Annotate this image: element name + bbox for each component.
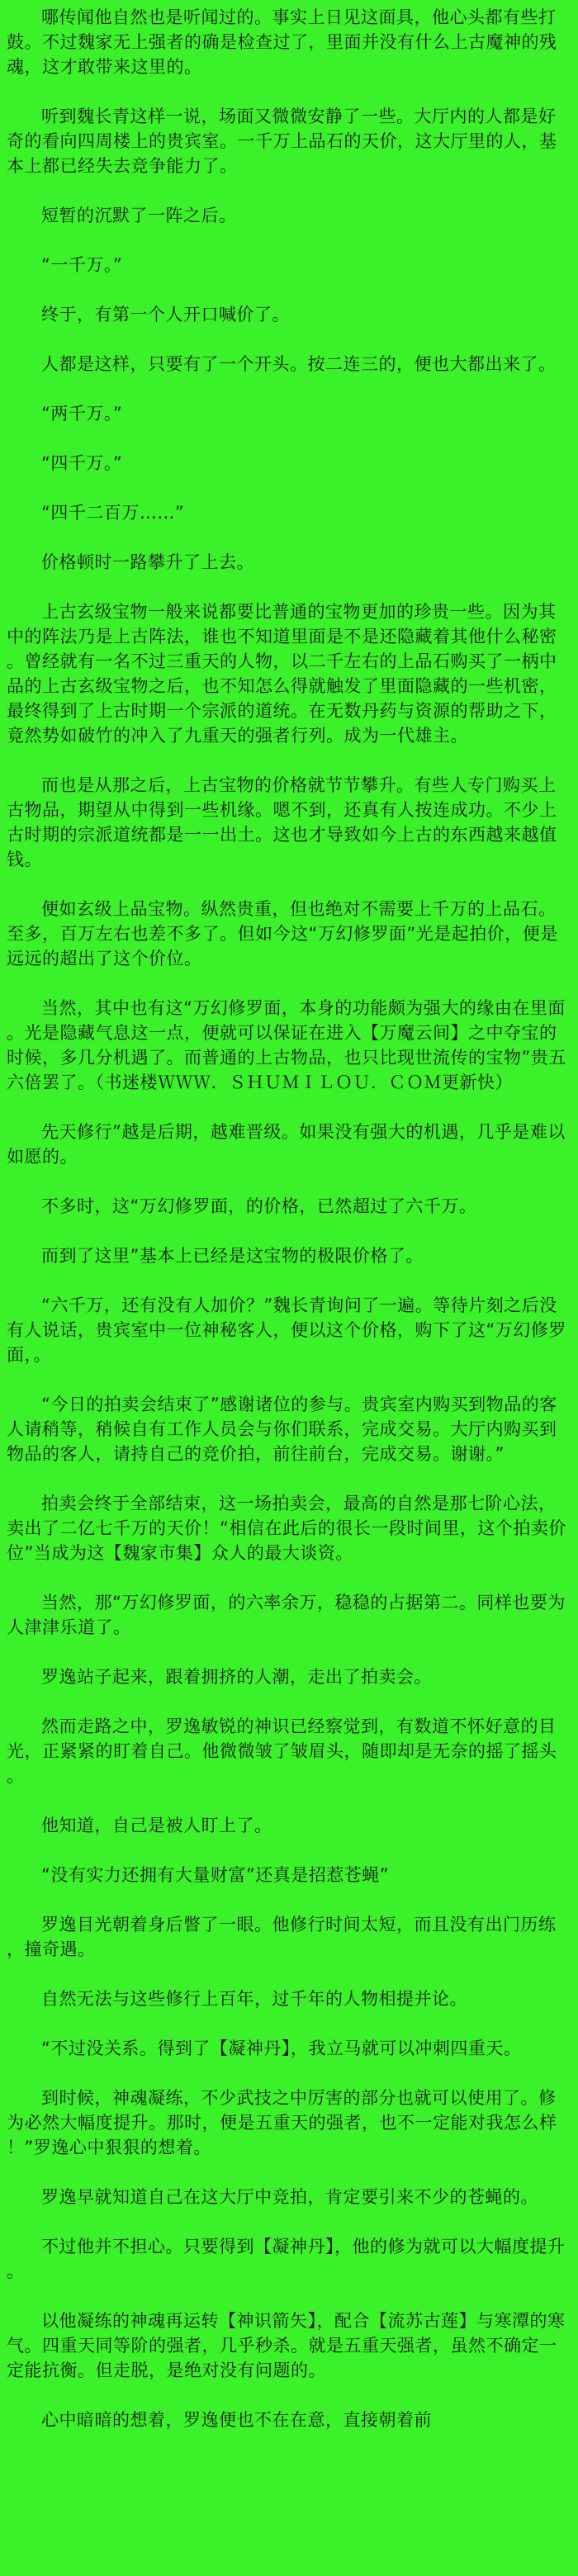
paragraph: 终于，有第一个人开口喊价了。	[41, 305, 290, 324]
paragraph: 而到了这里”基本上已经是这宝物的极限价格了。	[41, 1246, 424, 1266]
paragraph: 不多时，这“万幻修罗面，的价格，已然超过了六千万。	[41, 1196, 477, 1216]
paragraph: “六千万，还有没有人加价？”魏长青询问了一遍。等待片刻之后没有人说话，贵宾室中一位神秘客人，便以这个价格，购下了这“万幻修罗面，。	[7, 1295, 566, 1365]
paragraph: 而也是从那之后，上古宝物的价格就节节攀升。有些人专门购买上古物品，期望从中得到一些机缘。嗯不到，还真有人按连成功。不少上古时期的宗派道统都是一一出土。这也才导致如今上古的东西越来越值钱。	[7, 775, 557, 869]
paragraph: “四千万。”	[41, 453, 123, 473]
paragraph: 当然，其中也有这“万幻修罗面，本身的功能颇为强大的缘由在里面。光是隐藏气息这一点，便就可以保证在进入【万魔云间】之中夺宝的时候，多几分机遇了。而普通的上古物品，也只比现世流传的宝物”贵五六倍罢了。（书迷楼ＷＷＷ．ＳＨＵＭＩＬＯＵ．ＣＯＭ更新快）	[7, 998, 566, 1092]
paragraph: 罗逸站子起来，跟着拥挤的人潮，走出了拍卖会。	[41, 1667, 432, 1687]
paragraph: “不过没关系。得到了【凝神丹】，我立马就可以冲刺四重天。	[41, 2039, 522, 2058]
paragraph: 自然无法与这些修行上百年，过千年的人物相提并论。	[41, 1989, 467, 2009]
paragraph: 价格顿时一路攀升了上去。	[41, 552, 254, 572]
paragraph: 当然，那“万幻修罗面，的六率余万，稳稳的占据第二。同样也要为人津津乐道了。	[7, 1593, 566, 1637]
paragraph: 听到魏长青这样一说，场面又微微安静了一些。大厅内的人都是好奇的看向四周楼上的贵宾室。一千万上品石的天价，这大厅里的人，基本上都已经失去竞争能力了。	[7, 107, 557, 176]
paragraph: 便如玄级上品宝物。纵然贵重，但也绝对不需要上千万的上品石。至多，百万左右也差不多了。但如今这“万幻修罗面”光是起拍价，便是远远的超出了这个价位。	[7, 899, 558, 968]
paragraph: 拍卖会终于全部结束，这一场拍卖会，最高的自然是那七阶心法，卖出了二亿七千万的天价！“相信在此后的很长一段时间里，这个拍卖价位”当成为这【魏家市集】众人的最大谈资。	[7, 1494, 566, 1563]
paragraph: 罗逸目光朝着身后瞥了一眼。他修行时间太短，而且没有出门历练，撞奇遇。	[7, 1915, 557, 1959]
paragraph: 心中暗暗的想着，罗逸便也不在在意，直接朝着前	[41, 2410, 432, 2430]
paragraph: “四千二百万……”	[41, 503, 185, 523]
paragraph: 短暂的沉默了一阵之后。	[41, 206, 237, 225]
paragraph: 以他凝练的神魂再运转【神识箭矢】，配合【流苏古莲】与寒潭的寒气。四重天同等阶的强者，几乎秒杀。就是五重天强者，虽然不确定一定能抗衡。但走脱，是绝对没有问题的。	[7, 2311, 566, 2380]
paragraph: “今日的拍卖会结束了”感谢诸位的参与。贵宾室内购买到物品的客人请稍等，稍候自有工作人员会与你们联系，完成交易。大厅内购买到物品的客人，请持自己的竞价拍，前往前台，完成交易。谢谢。”	[7, 1395, 557, 1464]
paragraph: “没有实力还拥有大量财富”还真是招惹苍蝇”	[41, 1865, 390, 1885]
paragraph: 人都是这样，只要有了一个开头。按二连三的，便也大都出来了。	[41, 354, 557, 374]
paragraph: 到时候，神魂凝练，不少武技之中厉害的部分也就可以使用了。修为必然大幅度提升。那时，便是五重天的强者，也不一定能对我怎么样！”罗逸心中狠狠的想着。	[7, 2088, 557, 2157]
paragraph: 然而走路之中，罗逸敏锐的神识已经察觉到，有数道不怀好意的目光，正紧紧的盯着自己。他微微皱了皱眉头，随即却是无奈的摇了摇头。	[7, 1717, 557, 1786]
paragraph: “两千万。”	[41, 404, 123, 424]
paragraph: 他知道，自己是被人盯上了。	[41, 1816, 272, 1835]
paragraph: 上古玄级宝物一般来说都要比普通的宝物更加的珍贵一些。因为其中的阵法乃是上古阵法，谁也不知道里面是不是还隐藏着其他什么秘密。曾经就有一名不过三重天的人物，以二千左右的上品石购买了一柄中品的上古玄级宝物之后，也不知怎么得就触发了里面隐藏的一些机密，最终得到了上古时期一个宗派的道统。在无数丹药与资源的帮助之下，竟然势如破竹的冲入了九重天的强者行列。成为一代雄主。	[7, 602, 557, 746]
paragraph: “一千万。”	[41, 255, 123, 275]
paragraph: 罗逸早就知道自己在这大厅中竞拍，肯定要引来不少的苍蝇的。	[41, 2187, 538, 2207]
paragraph: 不过他并不担心。只要得到【凝神丹】，他的修为就可以大幅度提升。	[7, 2237, 566, 2281]
paragraph: 先天修行”越是后期，越难晋级。如果没有强大的机遇，几乎是难以如愿的。	[7, 1122, 566, 1167]
paragraph: 哪传闻他自然也是听闻过的。事实上日见这面具，他心头都有些打鼓。不过魏家无上强者的确是检查过了，里面并没有什么上古魔神的残魂，这才敢带来这里的。	[7, 7, 557, 77]
